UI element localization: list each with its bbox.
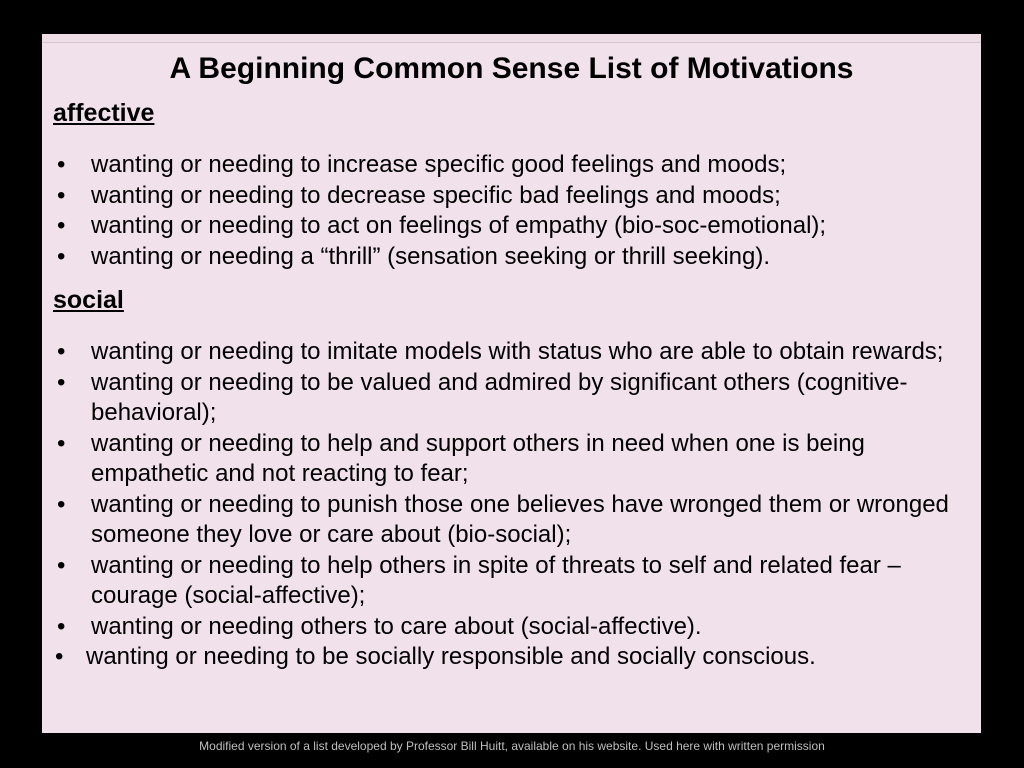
list-item	[53, 211, 978, 242]
list-item	[53, 612, 978, 643]
list-item-text: wanting or needing to decrease specific bad feelings and moods;	[91, 181, 781, 209]
bullet-icon: •	[57, 151, 66, 178]
list-item-text: wanting or needing to increase specific good feelings and moods;	[91, 151, 787, 178]
list-item-text: wanting or needing to be socially responsible and socially conscious.	[86, 643, 816, 670]
bullet-icon: •	[57, 490, 66, 518]
bullet-icon: •	[57, 181, 66, 209]
list-item-text: wanting or needing to punish those one believes have wronged them or wronged someone they love or care about (bio-social);	[91, 490, 949, 548]
bullet-icon: •	[57, 368, 66, 396]
bullet-icon: •	[57, 612, 66, 640]
bullet-icon: •	[57, 242, 66, 270]
bullet-icon: •	[57, 429, 66, 457]
section-heading-affective: affective	[53, 99, 155, 127]
list-item-text: wanting or needing others to care about (social-affective).	[91, 612, 702, 640]
bullet-icon: •	[57, 212, 66, 239]
list-item-text: wanting or needing to imitate models with status who are able to obtain rewards;	[91, 338, 944, 365]
bullet-icon: •	[57, 338, 66, 365]
slide-panel	[42, 34, 981, 733]
list-item	[53, 181, 978, 212]
list-item	[53, 490, 978, 551]
bullet-icon: •	[55, 643, 64, 670]
list-item-text: wanting or needing to be valued and admired by significant others (cognitive-behavioral);	[91, 368, 908, 426]
list-item-text: wanting or needing to act on feelings of empathy (bio-soc-emotional);	[91, 212, 827, 239]
list-item	[53, 368, 978, 429]
panel-top-rule	[42, 42, 981, 43]
list-item	[53, 429, 978, 490]
social-list	[53, 337, 978, 673]
list-item-text: wanting or needing to help and support others in need when one is being empathetic and not reacting to fear;	[91, 429, 865, 487]
list-item	[53, 642, 978, 673]
list-item	[53, 551, 978, 612]
list-item	[53, 242, 978, 273]
bullet-icon: •	[57, 551, 66, 579]
list-item	[53, 150, 978, 181]
footer-note: Modified version of a list developed by Professor Bill Huitt, available on his website. Used here with written permission	[199, 739, 825, 753]
slide-title: A Beginning Common Sense List of Motivations	[169, 52, 854, 85]
affective-list	[53, 150, 978, 272]
section-heading-social: social	[53, 286, 124, 314]
list-item	[53, 337, 978, 368]
list-item-text: wanting or needing to help others in spite of threats to self and related fear – courage (social-affective);	[91, 551, 901, 609]
list-item-text: wanting or needing a “thrill” (sensation seeking or thrill seeking).	[91, 242, 771, 270]
